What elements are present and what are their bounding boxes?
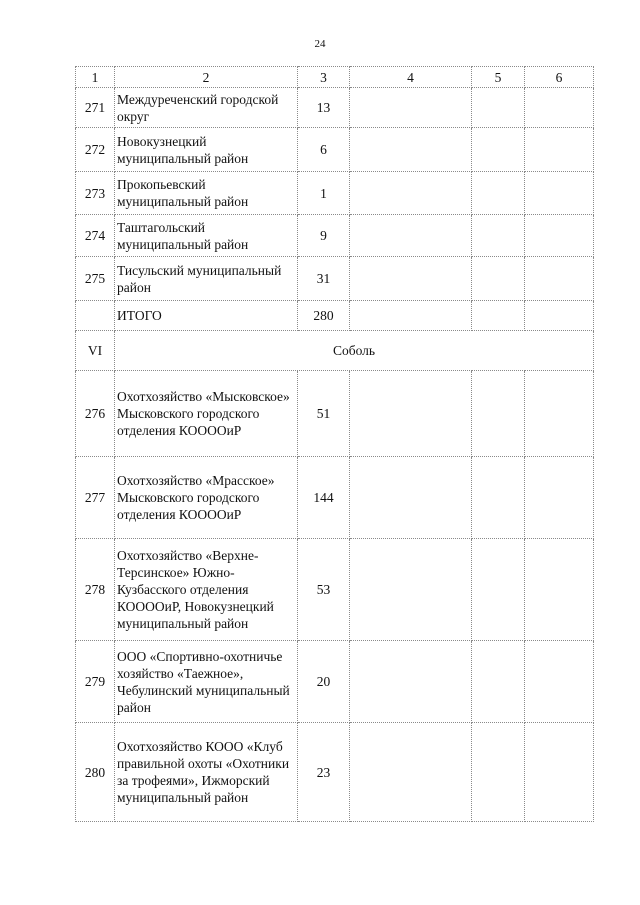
empty-cell	[525, 301, 594, 331]
empty-cell	[525, 371, 594, 457]
empty-cell	[525, 641, 594, 723]
table-row	[76, 172, 594, 215]
page-number: 24	[314, 38, 326, 50]
header-cell: 4	[350, 67, 472, 88]
total-quantity: 280	[298, 301, 350, 331]
row-name: Охотхозяйство КООО «Клуб правильной охоты «Охотники за трофеями», Ижморский муниципальный район	[115, 723, 298, 822]
row-number: 277	[76, 457, 115, 539]
row-number: 274	[76, 215, 115, 257]
total-row	[76, 301, 594, 331]
empty-cell	[472, 172, 525, 215]
header-cell: 2	[115, 67, 298, 88]
section-title: Соболь	[115, 331, 594, 371]
empty-cell	[472, 301, 525, 331]
header-cell: 1	[76, 67, 115, 88]
row-number: 280	[76, 723, 115, 822]
total-label: ИТОГО	[115, 301, 298, 331]
row-number: 273	[76, 172, 115, 215]
row-number: 278	[76, 539, 115, 641]
empty-cell	[472, 371, 525, 457]
row-quantity: 20	[298, 641, 350, 723]
row-quantity: 13	[298, 88, 350, 128]
row-quantity: 53	[298, 539, 350, 641]
empty-cell	[472, 457, 525, 539]
empty-cell	[472, 257, 525, 301]
row-name: ООО «Спортивно-охотничье хозяйство «Таежное», Чебулинский муниципальный район	[115, 641, 298, 723]
empty-cell	[350, 215, 472, 257]
empty-cell	[472, 215, 525, 257]
row-quantity: 23	[298, 723, 350, 822]
table-row	[76, 641, 594, 723]
empty-cell	[76, 301, 115, 331]
row-name: Междуреченский городской округ	[115, 88, 298, 128]
table-row	[76, 88, 594, 128]
empty-cell	[350, 641, 472, 723]
row-name: Новокузнецкий муниципальный район	[115, 128, 298, 172]
section-row	[76, 331, 594, 371]
row-name: Охотхозяйство «Мысковское» Мысковского городского отделения КООООиР	[115, 371, 298, 457]
row-name: Тисульский муниципальный район	[115, 257, 298, 301]
empty-cell	[350, 88, 472, 128]
table-row	[76, 539, 594, 641]
data-table	[75, 66, 594, 822]
empty-cell	[350, 172, 472, 215]
table-row	[76, 457, 594, 539]
header-row	[76, 67, 594, 88]
row-number: 272	[76, 128, 115, 172]
empty-cell	[472, 723, 525, 822]
empty-cell	[472, 128, 525, 172]
empty-cell	[525, 88, 594, 128]
empty-cell	[525, 457, 594, 539]
section-number: VI	[76, 331, 115, 371]
empty-cell	[525, 215, 594, 257]
row-number: 271	[76, 88, 115, 128]
row-number: 279	[76, 641, 115, 723]
row-name: Охотхозяйство «Верхне-Терсинское» Южно-Кузбасского отделения КООООиР, Новокузнецкий муниципальный район	[115, 539, 298, 641]
table-row	[76, 128, 594, 172]
empty-cell	[525, 257, 594, 301]
row-quantity: 31	[298, 257, 350, 301]
empty-cell	[525, 539, 594, 641]
header-cell: 5	[472, 67, 525, 88]
empty-cell	[525, 723, 594, 822]
row-name: Охотхозяйство «Мрасское» Мысковского городского отделения КООООиР	[115, 457, 298, 539]
row-quantity: 51	[298, 371, 350, 457]
empty-cell	[350, 539, 472, 641]
table-row	[76, 257, 594, 301]
empty-cell	[350, 723, 472, 822]
table-row	[76, 215, 594, 257]
row-quantity: 9	[298, 215, 350, 257]
row-quantity: 144	[298, 457, 350, 539]
table-row	[76, 723, 594, 822]
empty-cell	[472, 88, 525, 128]
empty-cell	[350, 128, 472, 172]
empty-cell	[350, 301, 472, 331]
header-cell: 6	[525, 67, 594, 88]
row-number: 275	[76, 257, 115, 301]
row-name: Прокопьевский муниципальный район	[115, 172, 298, 215]
row-name: Таштагольский муниципальный район	[115, 215, 298, 257]
row-quantity: 6	[298, 128, 350, 172]
empty-cell	[472, 539, 525, 641]
row-quantity: 1	[298, 172, 350, 215]
row-number: 276	[76, 371, 115, 457]
empty-cell	[350, 257, 472, 301]
empty-cell	[350, 457, 472, 539]
empty-cell	[525, 172, 594, 215]
header-cell: 3	[298, 67, 350, 88]
table-row	[76, 371, 594, 457]
empty-cell	[525, 128, 594, 172]
empty-cell	[350, 371, 472, 457]
empty-cell	[472, 641, 525, 723]
